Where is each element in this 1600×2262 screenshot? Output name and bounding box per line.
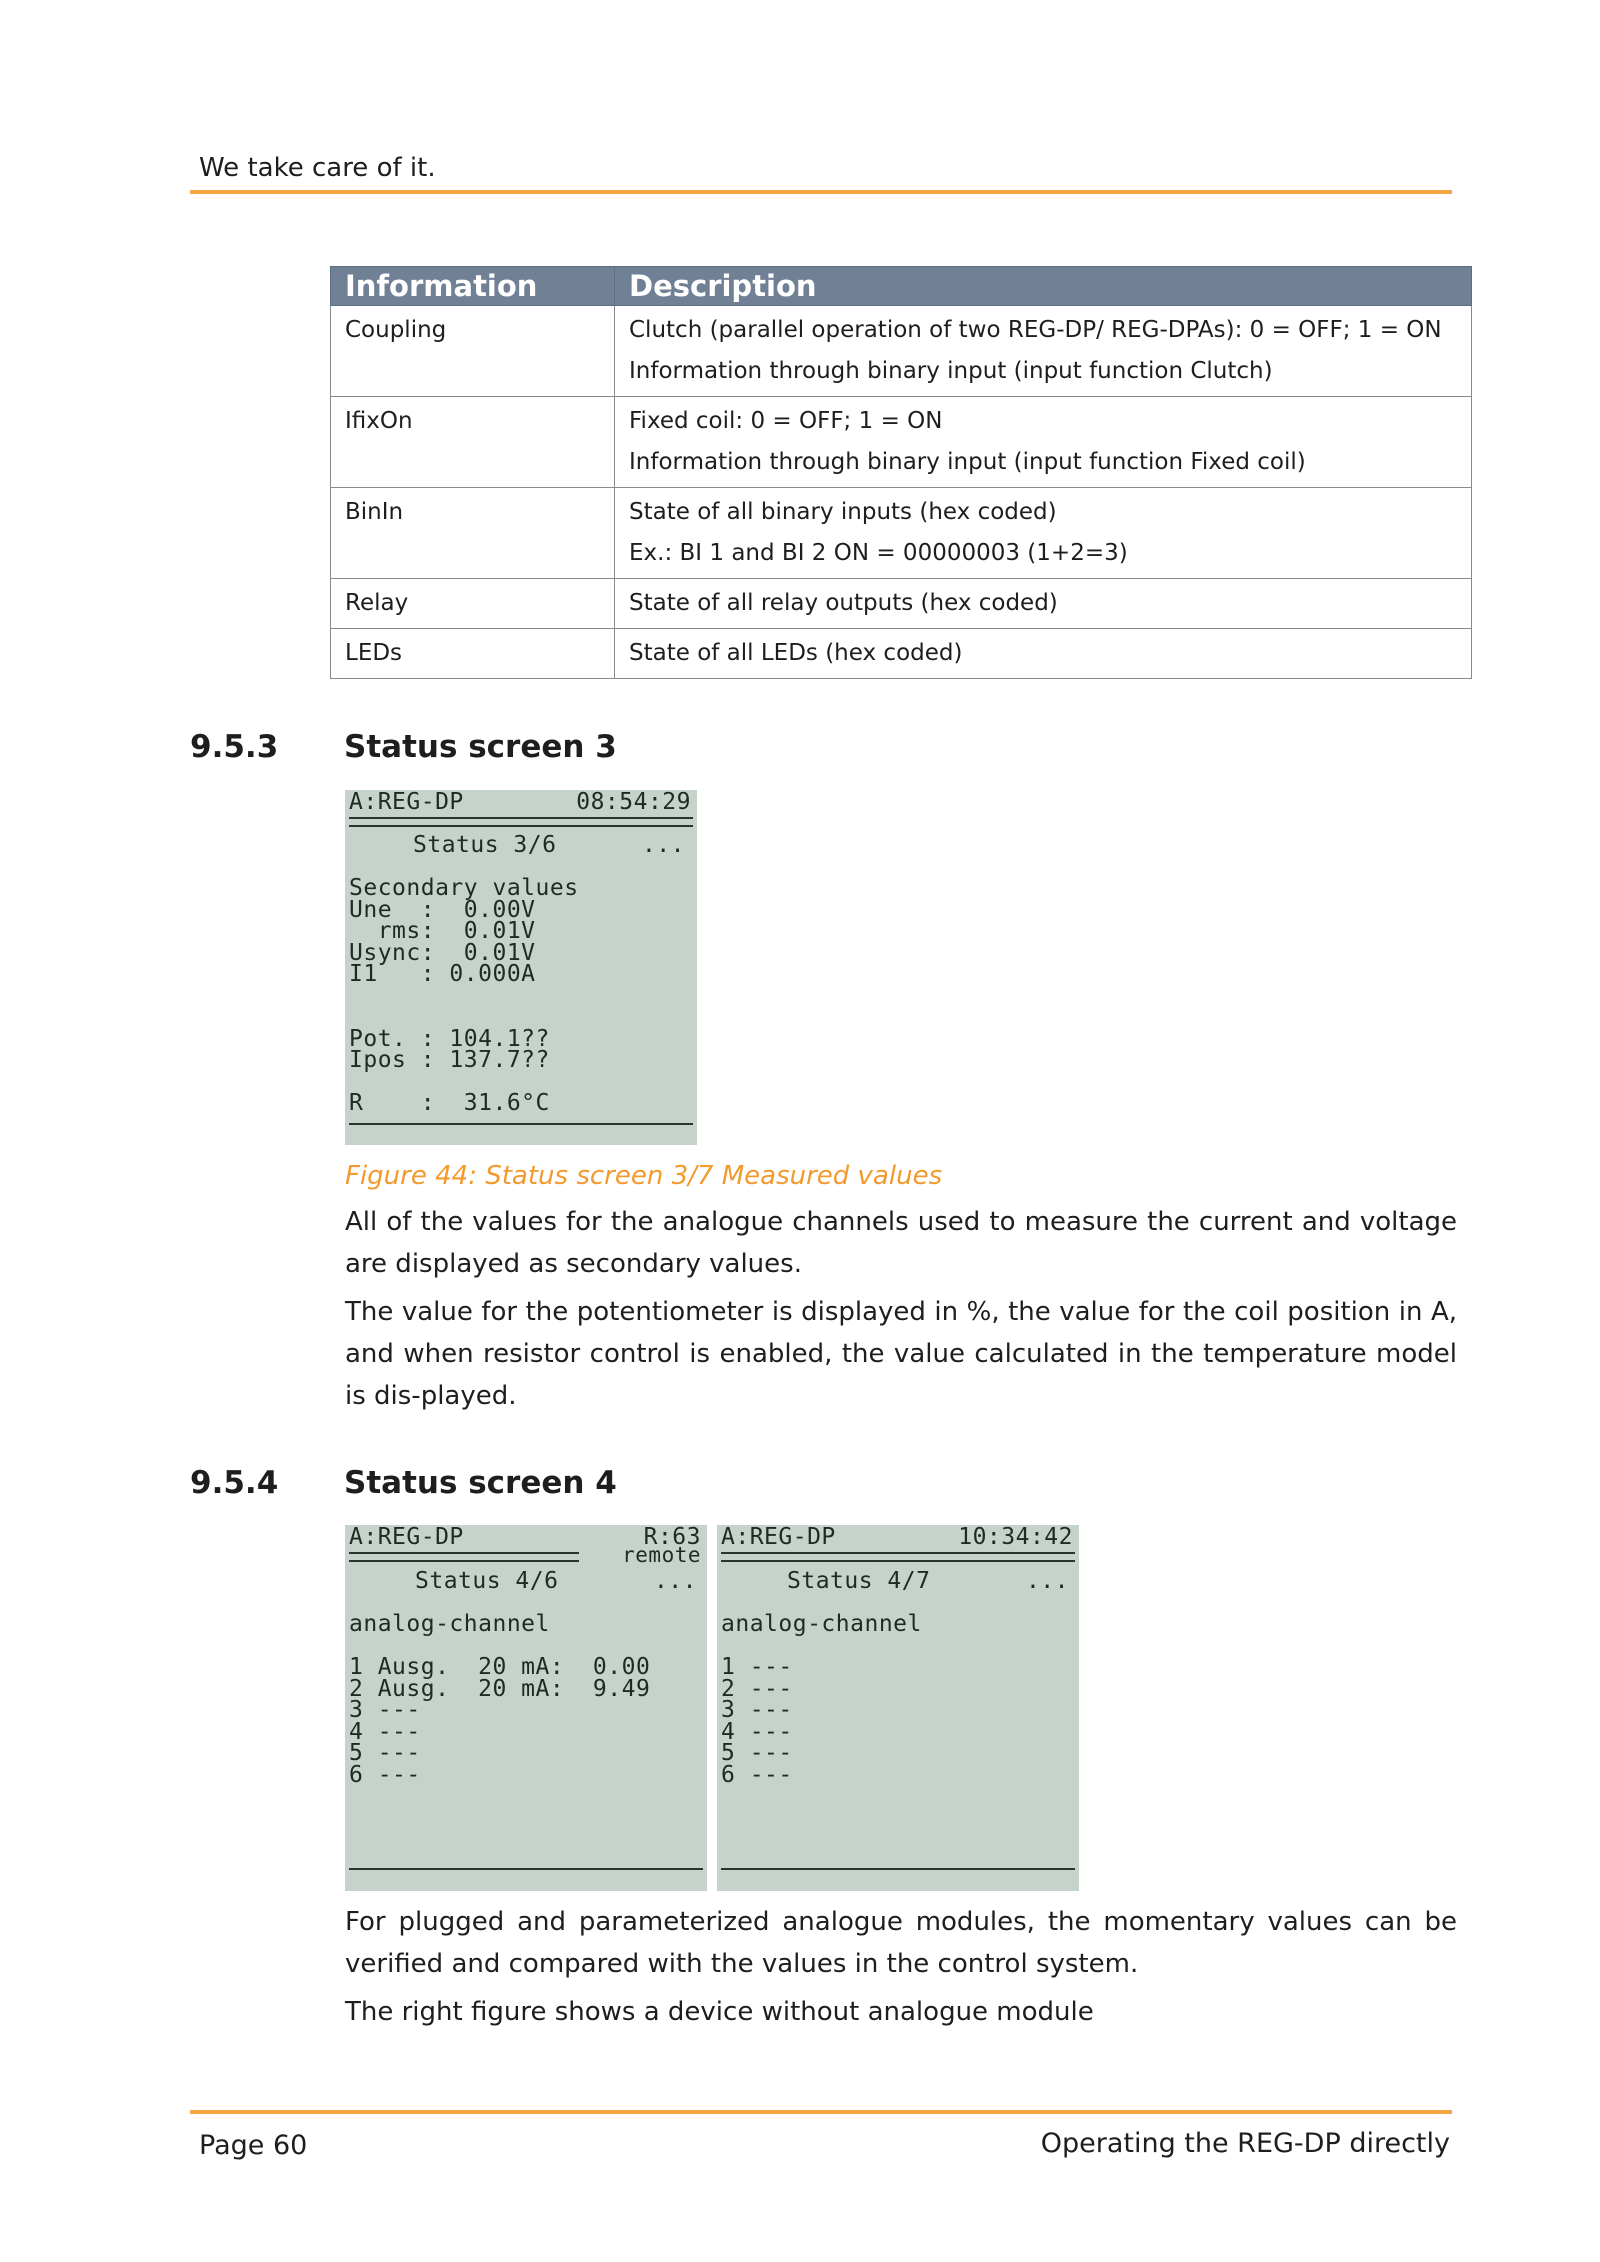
paragraph: All of the values for the analogue channels used to measure the current and voltage are displayed as secondary values. bbox=[345, 1207, 1457, 1279]
description-line: State of all relay outputs (hex coded) bbox=[629, 590, 1058, 616]
table-cell-info: LEDs bbox=[331, 629, 615, 679]
table-row bbox=[331, 579, 1472, 629]
table-row bbox=[331, 397, 1472, 488]
figure-caption: Figure 44: Status screen 3/7 Measured values bbox=[345, 1161, 943, 1191]
section-3-body bbox=[345, 1201, 1457, 1423]
description-line: State of all binary inputs (hex coded) bbox=[629, 499, 1057, 525]
description-line: Fixed coil: 0 = OFF; 1 = ON bbox=[629, 408, 943, 434]
lcd-header-left: A:REG-DP bbox=[721, 1524, 836, 1550]
lcd-more-indicator: ... bbox=[641, 832, 685, 858]
lcd-footer-rule bbox=[721, 1868, 1075, 1870]
lcd-line bbox=[349, 986, 579, 1008]
lcd-value-lines bbox=[349, 875, 579, 1116]
table-cell-info: BinIn bbox=[331, 488, 615, 579]
lcd-line: 3 --- bbox=[349, 1697, 421, 1723]
table-cell-description bbox=[615, 397, 1472, 488]
lcd-line: analog-channel bbox=[721, 1611, 922, 1637]
table-header-row bbox=[331, 267, 1472, 306]
section-number: 9.5.4 bbox=[190, 1465, 279, 1501]
lcd-header-rule bbox=[349, 817, 693, 827]
lcd-status-screen-3 bbox=[345, 790, 697, 1145]
description-line: State of all LEDs (hex coded) bbox=[629, 640, 963, 666]
lcd-screen-title: Status 4/6 bbox=[415, 1568, 559, 1594]
footer-rule bbox=[190, 2110, 1452, 2114]
column-header-information: Information bbox=[331, 267, 615, 306]
table-cell-description bbox=[615, 579, 1472, 629]
header-rule bbox=[190, 190, 1452, 194]
lcd-screen-title: Status 3/6 bbox=[413, 832, 557, 858]
table-cell-description bbox=[615, 306, 1472, 397]
description-line: Information through binary input (input function Clutch) bbox=[629, 358, 1273, 384]
page-number: Page 60 bbox=[199, 2130, 308, 2161]
lcd-more-indicator: ... bbox=[653, 1568, 697, 1594]
lcd-line: 1 Ausg. 20 mA: 0.00 bbox=[349, 1654, 651, 1680]
lcd-line: 6 --- bbox=[349, 1761, 421, 1788]
description-line: Information through binary input (input function Fixed coil) bbox=[629, 449, 1306, 475]
paragraph: The right figure shows a device without analogue module bbox=[345, 1997, 1094, 2027]
lcd-channel-lines bbox=[721, 1611, 922, 1788]
lcd-line: 6 --- bbox=[721, 1761, 793, 1788]
lcd-remote-label: remote bbox=[622, 1543, 701, 1567]
lcd-header-rule bbox=[349, 1552, 579, 1562]
table-cell-info: Relay bbox=[331, 579, 615, 629]
table-cell-info: Coupling bbox=[331, 306, 615, 397]
lcd-line: Pot. : 104.1?? bbox=[349, 1025, 550, 1052]
lcd-line: Usync: 0.01V bbox=[349, 939, 536, 966]
lcd-clock: 08:54:29 bbox=[576, 789, 691, 815]
lcd-channel-lines bbox=[349, 1611, 651, 1788]
lcd-line: 4 --- bbox=[349, 1718, 421, 1745]
section-4-body bbox=[345, 1901, 1457, 2039]
lcd-more-indicator: ... bbox=[1025, 1568, 1069, 1594]
lcd-line: Secondary values bbox=[349, 875, 579, 901]
lcd-status-screen-4-left bbox=[345, 1525, 707, 1891]
lcd-footer-rule bbox=[349, 1868, 703, 1870]
lcd-header-left: A:REG-DP bbox=[349, 1524, 464, 1550]
lcd-line: 5 --- bbox=[721, 1740, 793, 1766]
column-header-description: Description bbox=[615, 267, 1472, 306]
lcd-line: rms: 0.01V bbox=[349, 918, 536, 944]
lcd-line: 3 --- bbox=[721, 1697, 793, 1723]
lcd-status-screen-4-right bbox=[717, 1525, 1079, 1891]
lcd-line: R : 31.6°C bbox=[349, 1090, 550, 1116]
table-cell-description bbox=[615, 488, 1472, 579]
lcd-header-left: A:REG-DP bbox=[349, 789, 464, 815]
lcd-line: 2 Ausg. 20 mA: 9.49 bbox=[349, 1675, 651, 1702]
section-number: 9.5.3 bbox=[190, 729, 279, 765]
chapter-title: Operating the REG-DP directly bbox=[1040, 2128, 1450, 2159]
table-row bbox=[331, 488, 1472, 579]
header-tagline: We take care of it. bbox=[199, 153, 436, 183]
lcd-line: I1 : 0.000A bbox=[349, 961, 536, 987]
lcd-line: Une : 0.00V bbox=[349, 896, 536, 923]
lcd-header-rule bbox=[721, 1552, 1075, 1562]
lcd-footer-rule bbox=[349, 1123, 693, 1125]
table-cell-description bbox=[615, 629, 1472, 679]
table-row bbox=[331, 306, 1472, 397]
lcd-line: analog-channel bbox=[349, 1611, 550, 1637]
section-title: Status screen 4 bbox=[344, 1465, 617, 1501]
lcd-clock: 10:34:42 bbox=[958, 1524, 1073, 1550]
lcd-screen-title: Status 4/7 bbox=[787, 1568, 931, 1594]
lcd-relay-count: R:63 bbox=[643, 1524, 701, 1550]
lcd-line: 2 --- bbox=[721, 1675, 793, 1702]
section-title: Status screen 3 bbox=[344, 729, 617, 765]
description-line: Ex.: BI 1 and BI 2 ON = 00000003 (1+2=3) bbox=[629, 540, 1128, 566]
description-line: Clutch (parallel operation of two REG-DP/ REG-DPAs): 0 = OFF; 1 = ON bbox=[629, 317, 1442, 343]
information-table bbox=[330, 266, 1472, 679]
paragraph: For plugged and parameterized analogue modules, the momentary values can be verified and compared with the values in the control system. bbox=[345, 1907, 1457, 1979]
paragraph: The value for the potentiometer is displayed in %, the value for the coil position in A, and when resistor control is enabled, the value calculated in the temperature model is dis-played. bbox=[345, 1297, 1457, 1411]
table-cell-info: IfixOn bbox=[331, 397, 615, 488]
lcd-line: 4 --- bbox=[721, 1718, 793, 1745]
lcd-line: 1 --- bbox=[721, 1654, 793, 1680]
lcd-line: Ipos : 137.7?? bbox=[349, 1047, 550, 1073]
table-row bbox=[331, 629, 1472, 679]
lcd-line: 5 --- bbox=[349, 1740, 421, 1766]
